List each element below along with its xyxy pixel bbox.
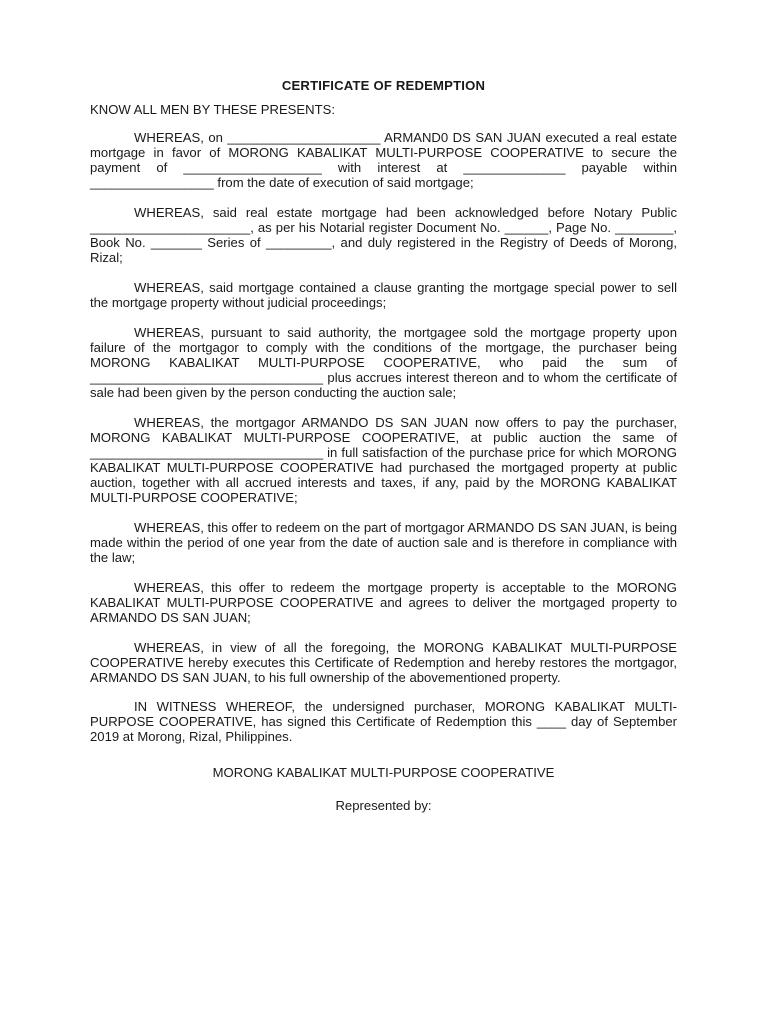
represented-by-label: Represented by:: [335, 798, 432, 813]
witness-paragraph: IN WITNESS WHEREOF, the undersigned purchaser, MORONG KABALIKAT MULTI-PURPOSE COOPERATIVE, has signed this Certificate of Redemption this ____ day of September 2019 at Morong, Rizal, Philippines.: [90, 699, 677, 744]
whereas-paragraph-2: WHEREAS, said real estate mortgage had been acknowledged before Notary Public ______________________, as per his Notarial register Document No. ______, Page No. ________, Book No. _______ Series of _________, and duly registered in the Registry of Deeds of Morong, Rizal;: [90, 205, 677, 265]
organization-name: MORONG KABALIKAT MULTI-PURPOSE COOPERATIVE: [212, 765, 555, 780]
whereas-paragraph-4: WHEREAS, pursuant to said authority, the mortgagee sold the mortgage property upon failure of the mortgagor to comply with the conditions of the mortgage, the purchaser being MORONG KABALIKAT MULTI-PURPOSE COOPERATIVE, who paid the sum of ________________________________ plus accrues interest thereon and to whom the certificate of sale had been given by the person conducting the auction sale;: [90, 325, 677, 400]
whereas-paragraph-5: WHEREAS, the mortgagor ARMANDO DS SAN JUAN now offers to pay the purchaser, MORONG KABALIKAT MULTI-PURPOSE COOPERATIVE, at public auction the same of ________________________________ in full satisfaction of the purchase price for which MORONG KABALIKAT MULTI-PURPOSE COOPERATIVE had purchased the mortgaged property at public auction, together with all accrued interests and taxes, if any, paid by the MORONG KABALIKAT MULTI-PURPOSE COOPERATIVE;: [90, 415, 677, 505]
whereas-paragraph-6: WHEREAS, this offer to redeem on the part of mortgagor ARMANDO DS SAN JUAN, is being made within the period of one year from the date of auction sale and is therefore in compliance with the law;: [90, 520, 677, 565]
whereas-paragraph-7: WHEREAS, this offer to redeem the mortgage property is acceptable to the MORONG KABALIKAT MULTI-PURPOSE COOPERATIVE and agrees to deliver the mortgaged property to ARMANDO DS SAN JUAN;: [90, 580, 677, 625]
whereas-paragraph-8: WHEREAS, in view of all the foregoing, the MORONG KABALIKAT MULTI-PURPOSE COOPERATIVE hereby executes this Certificate of Redemption and hereby restores the mortgagor, ARMANDO DS SAN JUAN, to his full ownership of the abovementioned property.: [90, 640, 677, 685]
salutation: KNOW ALL MEN BY THESE PRESENTS:: [90, 102, 335, 117]
whereas-paragraph-3: WHEREAS, said mortgage contained a clause granting the mortgage special power to sell the mortgage property without judicial proceedings;: [90, 280, 677, 310]
document-title: CERTIFICATE OF REDEMPTION: [281, 78, 486, 93]
whereas-paragraph-1: WHEREAS, on _____________________ ARMAND0 DS SAN JUAN executed a real estate mortgage in favor of MORONG KABALIKAT MULTI-PURPOSE COOPERATIVE to secure the payment of ___________________ with interest at ______________ payable within _________________ from the date of execution of said mortgage;: [90, 130, 677, 190]
document-page: [90, 78, 677, 813]
